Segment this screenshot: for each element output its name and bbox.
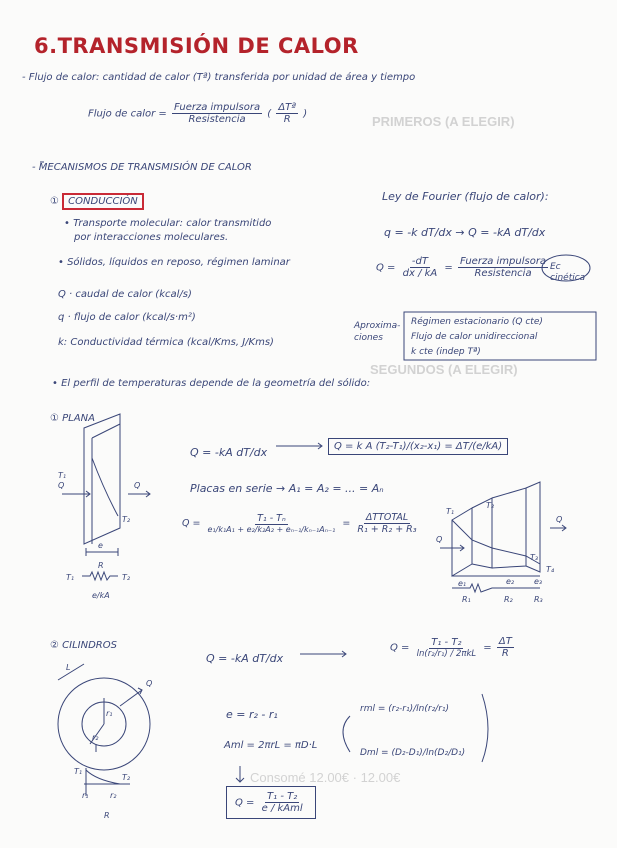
fig-e1: e₁ [458,579,467,588]
plana-series: Placas en serie → A₁ = A₂ = ... = Aₙ [190,482,384,495]
fig-R1: R₁ [462,595,471,604]
fig-R2: R₂ [504,595,513,604]
fig-r2: r₂ [92,733,99,742]
fig-ekA: e/kA [92,591,110,600]
flux-formula: Flujo de calor = $\frac{\text{Fuerza impulsora}}{\text{Resistencia}}$ ( $\frac{\text{ΔTª}}{R}$ ) [88,102,308,125]
ghost-text: PRIMEROS (A ELEGIR) [372,114,515,129]
fig-T2: T₂ [486,501,495,510]
slab-diagram [62,414,150,580]
conduccion-bullet: • Transporte molecular: calor transmitido [64,218,272,229]
fig-R3: R₃ [534,595,543,604]
fig-T2: T₂ [122,773,131,782]
fig-T1: T₁ [66,573,75,582]
ghost-text: SEGUNDOS (A ELEGIR) [370,362,518,377]
plana-heading: ① PLANA [50,413,95,424]
conduccion-bullet: • Sólidos, líquidos en reposo, régimen laminar [58,257,290,268]
cilindros-heading: ② CILINDROS [50,640,117,651]
aprox-label: Aproxima- ciones [354,321,401,343]
fourier-eq2: Q = $\frac{-dT}{dx / kA}$ = $\frac{\text{Fuerza impulsora}}{\text{Resistencia}}$ [376,256,547,279]
conduccion-heading: ① CONDUCCIÓN [50,196,144,207]
fig-T1: T₁ [446,507,455,516]
page-title: 6.TRANSMISIÓN DE CALOR [34,34,359,58]
fig-L: L [66,663,71,672]
fig-e2: e₂ [506,577,515,586]
aprox-box [404,312,596,360]
fourier-title: Ley de Fourier (flujo de calor): [382,190,549,203]
def-Q: Q · caudal de calor (kcal/s) [58,289,192,300]
flux-definition: - Flujo de calor: cantidad de calor (Tª) transferida por unidad de área y tiempo [22,72,416,83]
plana-eq1: Q = -kA dT/dx [190,446,268,459]
fig-T3: T₃ [530,553,539,562]
fig-r1: r₁ [82,791,89,800]
plana-eq2: Q = $\frac{\text{T₁ - Tₙ}}{\text{e₁/k₁A₁ + e₂/k₂A₂ + eₙ₋₁/kₙ₋₁Aₙ₋₁}}$ = $\frac{\text{ΔTTOTAL}}{\text{R₁ + R₂ + R₃}}$ [182,512,417,535]
plana-eq1-box: Q = k A (T₂-T₁)/(x₂-x₁) = ΔT/(e/kA) [328,438,508,455]
cilindros-eq1: Q = -kA dT/dx [206,652,284,665]
cilindros-final-box: Q = $\frac{\text{T₁ - T₂}}{\text{e / kAml}}$ [226,786,316,819]
ghost-text: Consomé 12.00€ · 12.00€ [250,770,401,785]
fig-T1: T₁ [58,471,67,480]
fig-Q: Q [436,535,443,544]
layers-diagram [440,482,566,592]
mechanisms-heading: - MECANISMOS DE TRANSMISIÓN DE CALOR [32,162,252,173]
fig-e: e [98,541,103,550]
cilindros-rml: rml = (r₂-r₁)/ln(r₂/r₁) [360,704,450,714]
cilindros-e-def: e = r₂ - r₁ [226,708,278,721]
fig-Q: Q [134,481,141,490]
fig-r2: r₂ [110,791,117,800]
def-q: q · flujo de calor (kcal/s·m²) [58,312,196,323]
ec-oval [542,255,590,281]
cilindros-aml: Aml = 2πrL = πD·L [224,740,318,751]
fig-Q: Q [556,515,563,524]
fig-e3: e₃ [534,577,543,586]
cilindros-dml: Dml = (D₂-D₁)/ln(D₂/D₁) [360,748,466,758]
fig-T1: T₁ [74,767,83,776]
fig-R: R [104,811,110,820]
def-k: k: Conductividad térmica (kcal/Kms, J/Kms) [58,337,274,348]
fig-T2: T₂ [122,573,131,582]
fig-Q: Q [58,481,65,490]
fig-R: R [98,561,104,570]
fig-T2: T₂ [122,515,131,524]
cilindros-eq1-rhs: Q = $\frac{\text{T₁ - T₂}}{\text{ln(r₂/r₁) / 2πkL}}$ = $\frac{\Delta T}{R}$ [390,636,512,659]
conduccion-bullet: por interacciones moleculares. [74,232,229,243]
ec-cinetica-label: Ec cinética [550,262,586,283]
fig-Q: Q [146,679,153,688]
fig-T4: T₄ [546,565,555,574]
aprox-2: Flujo de calor unidireccional [411,332,538,342]
fourier-eq: q = -k dT/dx → Q = -kA dT/dx [384,226,546,239]
aprox-3: k cte (indep Tª) [411,347,481,357]
aprox-1: Régimen estacionario (Q cte) [411,317,543,327]
perfil-note: • El perfil de temperaturas depende de la geometría del sólido: [52,378,371,389]
fig-r1: r₁ [106,709,113,718]
